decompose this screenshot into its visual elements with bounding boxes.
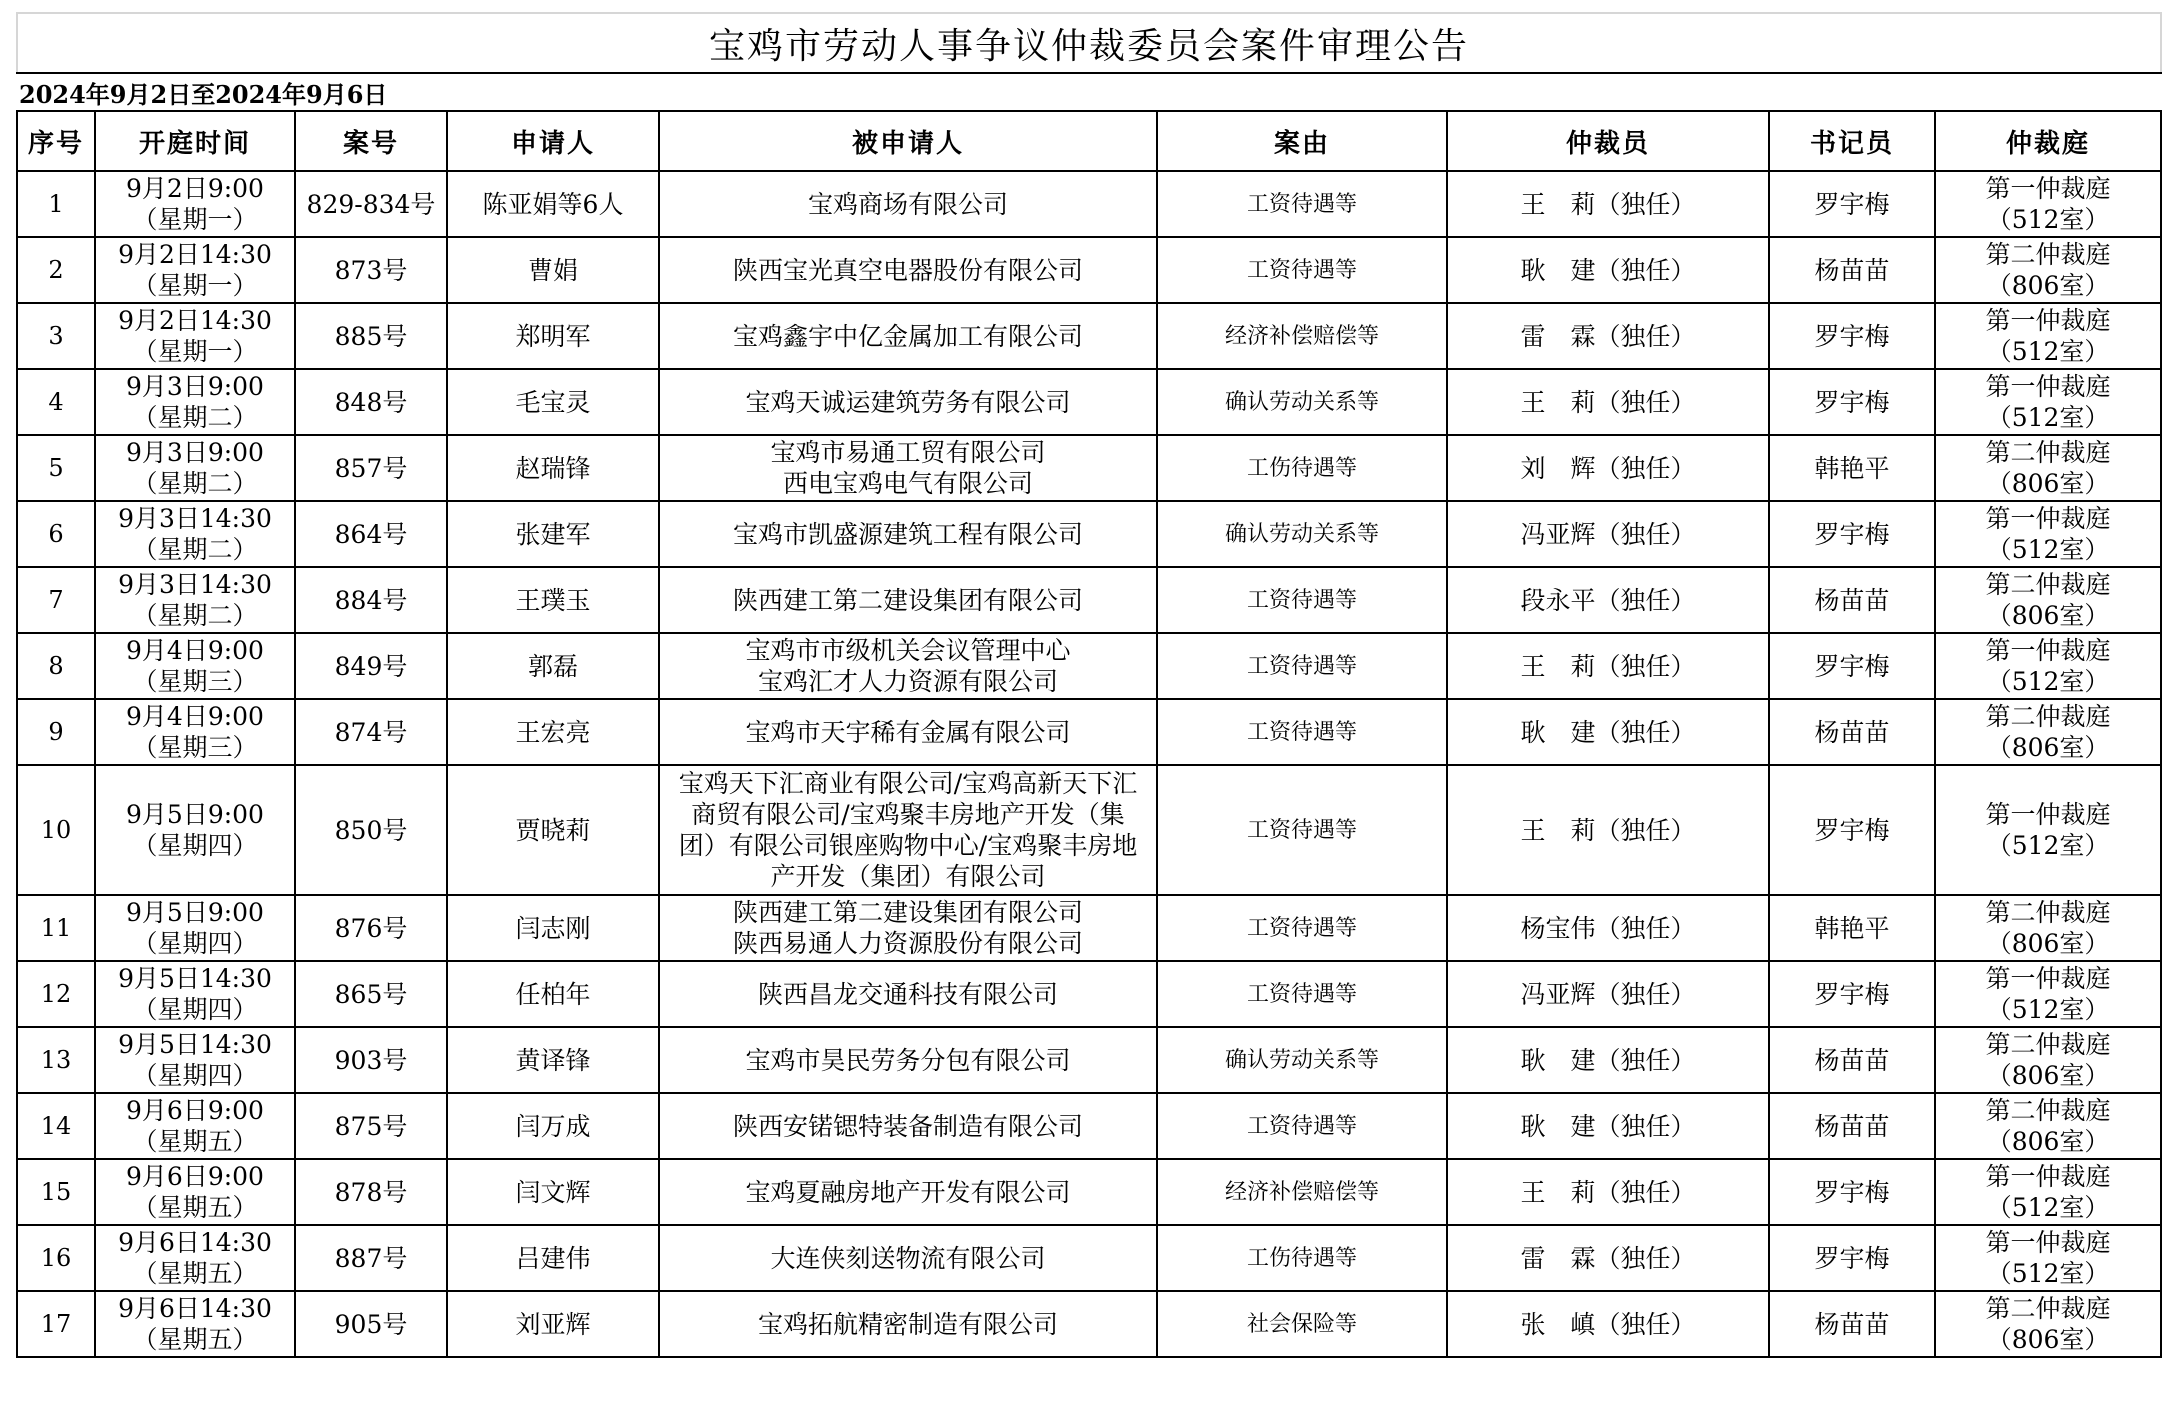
cell-respondent — [659, 961, 1157, 1027]
cell-seq: 6 — [17, 501, 95, 567]
cell-case-no: 849号 — [295, 633, 447, 699]
cell-court — [1935, 1291, 2161, 1357]
cell-applicant: 郭磊 — [447, 633, 659, 699]
court-name: 第二仲裁庭 — [1985, 438, 2111, 467]
hearing-weekday: （星期一） — [132, 205, 258, 234]
hearing-date: 9月6日9:00 — [126, 1162, 264, 1191]
cell-case-no: 850号 — [295, 765, 447, 895]
court-room: （512室） — [1986, 1193, 2110, 1222]
cell-court — [1935, 895, 2161, 961]
cell-hearing-time — [95, 369, 295, 435]
cell-applicant: 贾晓莉 — [447, 765, 659, 895]
respondent-line: 宝鸡拓航精密制造有限公司 — [757, 1309, 1058, 1339]
respondent-line: 陕西易通人力资源股份有限公司 — [732, 929, 1083, 958]
cell-court — [1935, 435, 2161, 501]
cell-seq: 17 — [17, 1291, 95, 1357]
hearing-weekday: （星期五） — [132, 1325, 258, 1354]
cell-seq: 3 — [17, 303, 95, 369]
cell-hearing-time — [95, 501, 295, 567]
col-header-clerk: 书记员 — [1769, 111, 1935, 171]
cell-clerk: 罗宇梅 — [1769, 765, 1935, 895]
cell-hearing-time — [95, 633, 295, 699]
cell-respondent — [659, 567, 1157, 633]
respondent-line: 西电宝鸡电气有限公司 — [782, 469, 1033, 498]
court-room: （512室） — [1986, 535, 2110, 564]
cell-hearing-time — [95, 303, 295, 369]
hearing-date: 9月3日9:00 — [126, 438, 264, 467]
cell-applicant: 任柏年 — [447, 961, 659, 1027]
cell-seq: 4 — [17, 369, 95, 435]
court-room: （806室） — [1986, 1325, 2110, 1354]
respondent-line: 产开发（集团）有限公司 — [770, 862, 1046, 891]
hearing-weekday: （星期四） — [132, 1061, 258, 1090]
table-row — [17, 171, 2161, 237]
table-row — [17, 895, 2161, 961]
cell-arbitrator: 王 莉（独任） — [1447, 171, 1769, 237]
cell-reason: 经济补偿赔偿等 — [1157, 303, 1447, 369]
cell-applicant: 闫志刚 — [447, 895, 659, 961]
respondent-line: 宝鸡天下汇商业有限公司/宝鸡高新天下汇 — [678, 769, 1138, 798]
cell-clerk: 杨苗苗 — [1769, 1027, 1935, 1093]
cell-seq: 15 — [17, 1159, 95, 1225]
respondent-line: 宝鸡夏融房地产开发有限公司 — [745, 1177, 1071, 1207]
hearing-date: 9月3日14:30 — [118, 570, 272, 599]
cell-reason: 工伤待遇等 — [1157, 1225, 1447, 1291]
respondent-line: 宝鸡鑫宇中亿金属加工有限公司 — [732, 321, 1083, 351]
cell-applicant: 陈亚娟等6人 — [447, 171, 659, 237]
hearing-weekday: （星期二） — [132, 403, 258, 432]
table-row — [17, 1093, 2161, 1159]
table-row — [17, 501, 2161, 567]
cell-case-no: 878号 — [295, 1159, 447, 1225]
col-header-court: 仲裁庭 — [1935, 111, 2161, 171]
cell-case-no: 876号 — [295, 895, 447, 961]
respondent-line: 宝鸡天诚运建筑劳务有限公司 — [745, 387, 1071, 417]
cell-clerk: 韩艳平 — [1769, 435, 1935, 501]
court-name: 第二仲裁庭 — [1985, 570, 2111, 599]
cell-hearing-time — [95, 1093, 295, 1159]
hearing-weekday: （星期二） — [132, 601, 258, 630]
hearing-weekday: （星期五） — [132, 1193, 258, 1222]
cell-case-no: 865号 — [295, 961, 447, 1027]
cell-seq: 1 — [17, 171, 95, 237]
cell-seq: 9 — [17, 699, 95, 765]
cell-case-no: 885号 — [295, 303, 447, 369]
table-row — [17, 303, 2161, 369]
cell-seq: 11 — [17, 895, 95, 961]
cell-applicant: 王宏亮 — [447, 699, 659, 765]
cell-seq: 5 — [17, 435, 95, 501]
cell-case-no: 884号 — [295, 567, 447, 633]
court-name: 第一仲裁庭 — [1985, 1162, 2111, 1191]
cell-hearing-time — [95, 699, 295, 765]
col-header-respondent: 被申请人 — [659, 111, 1157, 171]
cell-reason: 工资待遇等 — [1157, 567, 1447, 633]
cell-arbitrator: 耿 建（独任） — [1447, 1093, 1769, 1159]
cell-clerk: 罗宇梅 — [1769, 961, 1935, 1027]
cell-case-no: 903号 — [295, 1027, 447, 1093]
cell-court — [1935, 171, 2161, 237]
cell-applicant: 郑明军 — [447, 303, 659, 369]
cell-seq: 13 — [17, 1027, 95, 1093]
cell-reason: 工资待遇等 — [1157, 237, 1447, 303]
cell-case-no: 857号 — [295, 435, 447, 501]
court-name: 第一仲裁庭 — [1985, 504, 2111, 533]
cell-hearing-time — [95, 567, 295, 633]
court-room: （512室） — [1986, 995, 2110, 1024]
table-row — [17, 633, 2161, 699]
cell-respondent — [659, 369, 1157, 435]
cell-hearing-time — [95, 1159, 295, 1225]
cell-respondent — [659, 171, 1157, 237]
cell-applicant: 王璞玉 — [447, 567, 659, 633]
court-room: （512室） — [1986, 831, 2110, 860]
court-room: （806室） — [1986, 733, 2110, 762]
cell-seq: 14 — [17, 1093, 95, 1159]
cell-court — [1935, 633, 2161, 699]
hearing-date: 9月2日9:00 — [126, 174, 264, 203]
cell-applicant: 曹娟 — [447, 237, 659, 303]
cell-clerk: 罗宇梅 — [1769, 171, 1935, 237]
cell-arbitrator: 雷 霖（独任） — [1447, 1225, 1769, 1291]
table-row — [17, 567, 2161, 633]
court-name: 第一仲裁庭 — [1985, 372, 2111, 401]
col-header-seq: 序号 — [17, 111, 95, 171]
court-room: （806室） — [1986, 271, 2110, 300]
cell-arbitrator: 耿 建（独任） — [1447, 237, 1769, 303]
court-name: 第一仲裁庭 — [1985, 636, 2111, 665]
col-header-case-no: 案号 — [295, 111, 447, 171]
cell-reason: 工资待遇等 — [1157, 895, 1447, 961]
cell-arbitrator: 刘 辉（独任） — [1447, 435, 1769, 501]
table-row — [17, 1159, 2161, 1225]
cell-case-no: 905号 — [295, 1291, 447, 1357]
cell-court — [1935, 1027, 2161, 1093]
hearing-date: 9月5日9:00 — [126, 898, 264, 927]
respondent-line: 陕西建工第二建设集团有限公司 — [732, 585, 1083, 615]
respondent-line: 陕西安锘锶特装备制造有限公司 — [732, 1111, 1083, 1141]
table-row — [17, 765, 2161, 895]
cell-court — [1935, 961, 2161, 1027]
cell-case-no: 875号 — [295, 1093, 447, 1159]
court-name: 第二仲裁庭 — [1985, 240, 2111, 269]
hearing-date: 9月6日9:00 — [126, 1096, 264, 1125]
cell-clerk: 罗宇梅 — [1769, 1225, 1935, 1291]
cell-arbitrator: 段永平（独任） — [1447, 567, 1769, 633]
cell-arbitrator: 雷 霖（独任） — [1447, 303, 1769, 369]
cell-court — [1935, 237, 2161, 303]
cell-reason: 确认劳动关系等 — [1157, 501, 1447, 567]
respondent-line: 宝鸡市凯盛源建筑工程有限公司 — [732, 519, 1083, 549]
table-row — [17, 699, 2161, 765]
cell-seq: 2 — [17, 237, 95, 303]
hearing-weekday: （星期五） — [132, 1259, 258, 1288]
respondent-line: 陕西宝光真空电器股份有限公司 — [732, 255, 1083, 285]
hearing-weekday: （星期一） — [132, 337, 258, 366]
cell-hearing-time — [95, 765, 295, 895]
cell-case-no: 864号 — [295, 501, 447, 567]
hearing-date: 9月4日9:00 — [126, 636, 264, 665]
cell-reason: 经济补偿赔偿等 — [1157, 1159, 1447, 1225]
cell-respondent — [659, 895, 1157, 961]
cell-clerk: 杨苗苗 — [1769, 699, 1935, 765]
cell-hearing-time — [95, 171, 295, 237]
respondent-line: 宝鸡市天宇稀有金属有限公司 — [745, 717, 1071, 747]
cell-seq: 7 — [17, 567, 95, 633]
hearing-weekday: （星期三） — [132, 733, 258, 762]
cell-court — [1935, 699, 2161, 765]
table-row — [17, 237, 2161, 303]
respondent-line: 宝鸡商场有限公司 — [807, 189, 1008, 219]
hearing-weekday: （星期二） — [132, 469, 258, 498]
court-room: （512室） — [1986, 1259, 2110, 1288]
court-name: 第一仲裁庭 — [1985, 174, 2111, 203]
cell-court — [1935, 765, 2161, 895]
cell-hearing-time — [95, 961, 295, 1027]
court-name: 第一仲裁庭 — [1985, 800, 2111, 829]
cell-respondent — [659, 633, 1157, 699]
cell-respondent — [659, 303, 1157, 369]
cell-reason: 工伤待遇等 — [1157, 435, 1447, 501]
cell-respondent — [659, 1027, 1157, 1093]
cell-court — [1935, 501, 2161, 567]
cell-court — [1935, 567, 2161, 633]
cell-seq: 10 — [17, 765, 95, 895]
cell-respondent — [659, 1291, 1157, 1357]
hearing-date: 9月2日14:30 — [118, 306, 272, 335]
cell-court — [1935, 1159, 2161, 1225]
respondent-line: 商贸有限公司/宝鸡聚丰房地产开发（集 — [691, 800, 1125, 829]
table-row — [17, 1027, 2161, 1093]
cell-respondent — [659, 501, 1157, 567]
hearing-date: 9月4日9:00 — [126, 702, 264, 731]
court-room: （512室） — [1986, 403, 2110, 432]
cell-applicant: 吕建伟 — [447, 1225, 659, 1291]
table-row — [17, 369, 2161, 435]
col-header-time: 开庭时间 — [95, 111, 295, 171]
court-name: 第一仲裁庭 — [1985, 1228, 2111, 1257]
cell-clerk: 杨苗苗 — [1769, 1093, 1935, 1159]
cell-hearing-time — [95, 1291, 295, 1357]
cell-clerk: 罗宇梅 — [1769, 369, 1935, 435]
respondent-line: 陕西昌龙交通科技有限公司 — [757, 979, 1058, 1009]
cell-clerk: 罗宇梅 — [1769, 633, 1935, 699]
court-name: 第二仲裁庭 — [1985, 1294, 2111, 1323]
court-name: 第二仲裁庭 — [1985, 702, 2111, 731]
cell-clerk: 杨苗苗 — [1769, 1291, 1935, 1357]
hearing-date: 9月5日14:30 — [118, 1030, 272, 1059]
cell-respondent — [659, 699, 1157, 765]
court-room: （512室） — [1986, 667, 2110, 696]
hearing-weekday: （星期一） — [132, 271, 258, 300]
hearing-date: 9月3日9:00 — [126, 372, 264, 401]
hearing-weekday: （星期三） — [132, 667, 258, 696]
court-room: （806室） — [1986, 1127, 2110, 1156]
hearing-weekday: （星期四） — [132, 995, 258, 1024]
page-title: 宝鸡市劳动人事争议仲裁委员会案件审理公告 — [17, 13, 2161, 73]
cell-reason: 工资待遇等 — [1157, 765, 1447, 895]
cell-case-no: 829-834号 — [295, 171, 447, 237]
cell-respondent — [659, 1225, 1157, 1291]
cell-reason: 工资待遇等 — [1157, 633, 1447, 699]
cell-respondent — [659, 435, 1157, 501]
hearing-date: 9月2日14:30 — [118, 240, 272, 269]
cell-reason: 确认劳动关系等 — [1157, 1027, 1447, 1093]
cell-arbitrator: 耿 建（独任） — [1447, 699, 1769, 765]
cell-applicant: 毛宝灵 — [447, 369, 659, 435]
hearing-schedule-table — [16, 12, 2162, 1358]
court-room: （512室） — [1986, 205, 2110, 234]
cell-reason: 确认劳动关系等 — [1157, 369, 1447, 435]
cell-clerk: 罗宇梅 — [1769, 1159, 1935, 1225]
table-header-row — [17, 111, 2161, 171]
cell-arbitrator: 王 莉（独任） — [1447, 633, 1769, 699]
court-room: （806室） — [1986, 929, 2110, 958]
cell-reason: 社会保险等 — [1157, 1291, 1447, 1357]
cell-applicant: 张建军 — [447, 501, 659, 567]
hearing-date: 9月5日9:00 — [126, 800, 264, 829]
cell-applicant: 闫万成 — [447, 1093, 659, 1159]
cell-hearing-time — [95, 895, 295, 961]
respondent-line: 宝鸡市易通工贸有限公司 — [770, 438, 1046, 467]
respondent-line: 陕西建工第二建设集团有限公司 — [732, 898, 1083, 927]
table-row — [17, 961, 2161, 1027]
cell-arbitrator: 冯亚辉（独任） — [1447, 961, 1769, 1027]
respondent-line: 宝鸡市市级机关会议管理中心 — [745, 636, 1071, 665]
date-range: 2024年9月2日至2024年9月6日 — [17, 73, 2161, 111]
cell-arbitrator: 冯亚辉（独任） — [1447, 501, 1769, 567]
col-header-reason: 案由 — [1157, 111, 1447, 171]
cell-seq: 12 — [17, 961, 95, 1027]
col-header-arbitrator: 仲裁员 — [1447, 111, 1769, 171]
cell-clerk: 罗宇梅 — [1769, 501, 1935, 567]
respondent-line: 大连侠刻送物流有限公司 — [770, 1243, 1046, 1273]
cell-seq: 8 — [17, 633, 95, 699]
court-name: 第二仲裁庭 — [1985, 898, 2111, 927]
cell-arbitrator: 杨宝伟（独任） — [1447, 895, 1769, 961]
cell-clerk: 韩艳平 — [1769, 895, 1935, 961]
hearing-date: 9月5日14:30 — [118, 964, 272, 993]
cell-case-no: 873号 — [295, 237, 447, 303]
cell-respondent — [659, 1159, 1157, 1225]
cell-hearing-time — [95, 435, 295, 501]
cell-clerk: 杨苗苗 — [1769, 567, 1935, 633]
cell-arbitrator: 王 莉（独任） — [1447, 765, 1769, 895]
cell-case-no: 848号 — [295, 369, 447, 435]
respondent-line: 宝鸡市昊民劳务分包有限公司 — [745, 1045, 1071, 1075]
cell-case-no: 874号 — [295, 699, 447, 765]
cell-court — [1935, 1093, 2161, 1159]
cell-applicant: 闫文辉 — [447, 1159, 659, 1225]
court-room: （806室） — [1986, 469, 2110, 498]
table-row — [17, 1225, 2161, 1291]
cell-reason: 工资待遇等 — [1157, 1093, 1447, 1159]
cell-clerk: 罗宇梅 — [1769, 303, 1935, 369]
cell-hearing-time — [95, 1027, 295, 1093]
cell-arbitrator: 耿 建（独任） — [1447, 1027, 1769, 1093]
cell-seq: 16 — [17, 1225, 95, 1291]
cell-arbitrator: 王 莉（独任） — [1447, 1159, 1769, 1225]
court-name: 第一仲裁庭 — [1985, 306, 2111, 335]
cell-applicant: 黄译锋 — [447, 1027, 659, 1093]
hearing-weekday: （星期四） — [132, 831, 258, 860]
table-row — [17, 435, 2161, 501]
hearing-date: 9月3日14:30 — [118, 504, 272, 533]
hearing-date: 9月6日14:30 — [118, 1294, 272, 1323]
hearing-weekday: （星期二） — [132, 535, 258, 564]
court-name: 第二仲裁庭 — [1985, 1096, 2111, 1125]
hearing-weekday: （星期五） — [132, 1127, 258, 1156]
cell-court — [1935, 1225, 2161, 1291]
cell-respondent — [659, 765, 1157, 895]
court-room: （512室） — [1986, 337, 2110, 366]
cell-court — [1935, 303, 2161, 369]
cell-hearing-time — [95, 237, 295, 303]
col-header-applicant: 申请人 — [447, 111, 659, 171]
cell-arbitrator: 王 莉（独任） — [1447, 369, 1769, 435]
cell-court — [1935, 369, 2161, 435]
hearing-weekday: （星期四） — [132, 929, 258, 958]
notice-sheet — [16, 12, 2160, 1358]
respondent-line: 团）有限公司银座购物中心/宝鸡聚丰房地 — [678, 831, 1138, 860]
court-room: （806室） — [1986, 1061, 2110, 1090]
cell-applicant: 赵瑞锋 — [447, 435, 659, 501]
cell-hearing-time — [95, 1225, 295, 1291]
cell-applicant: 刘亚辉 — [447, 1291, 659, 1357]
table-row — [17, 1291, 2161, 1357]
table-body — [17, 171, 2161, 1357]
cell-reason: 工资待遇等 — [1157, 699, 1447, 765]
cell-respondent — [659, 1093, 1157, 1159]
cell-clerk: 杨苗苗 — [1769, 237, 1935, 303]
cell-respondent — [659, 237, 1157, 303]
cell-reason: 工资待遇等 — [1157, 961, 1447, 1027]
cell-arbitrator: 张 嵮（独任） — [1447, 1291, 1769, 1357]
hearing-date: 9月6日14:30 — [118, 1228, 272, 1257]
cell-case-no: 887号 — [295, 1225, 447, 1291]
respondent-line: 宝鸡汇才人力资源有限公司 — [757, 667, 1058, 696]
court-name: 第二仲裁庭 — [1985, 1030, 2111, 1059]
cell-reason: 工资待遇等 — [1157, 171, 1447, 237]
court-room: （806室） — [1986, 601, 2110, 630]
court-name: 第一仲裁庭 — [1985, 964, 2111, 993]
